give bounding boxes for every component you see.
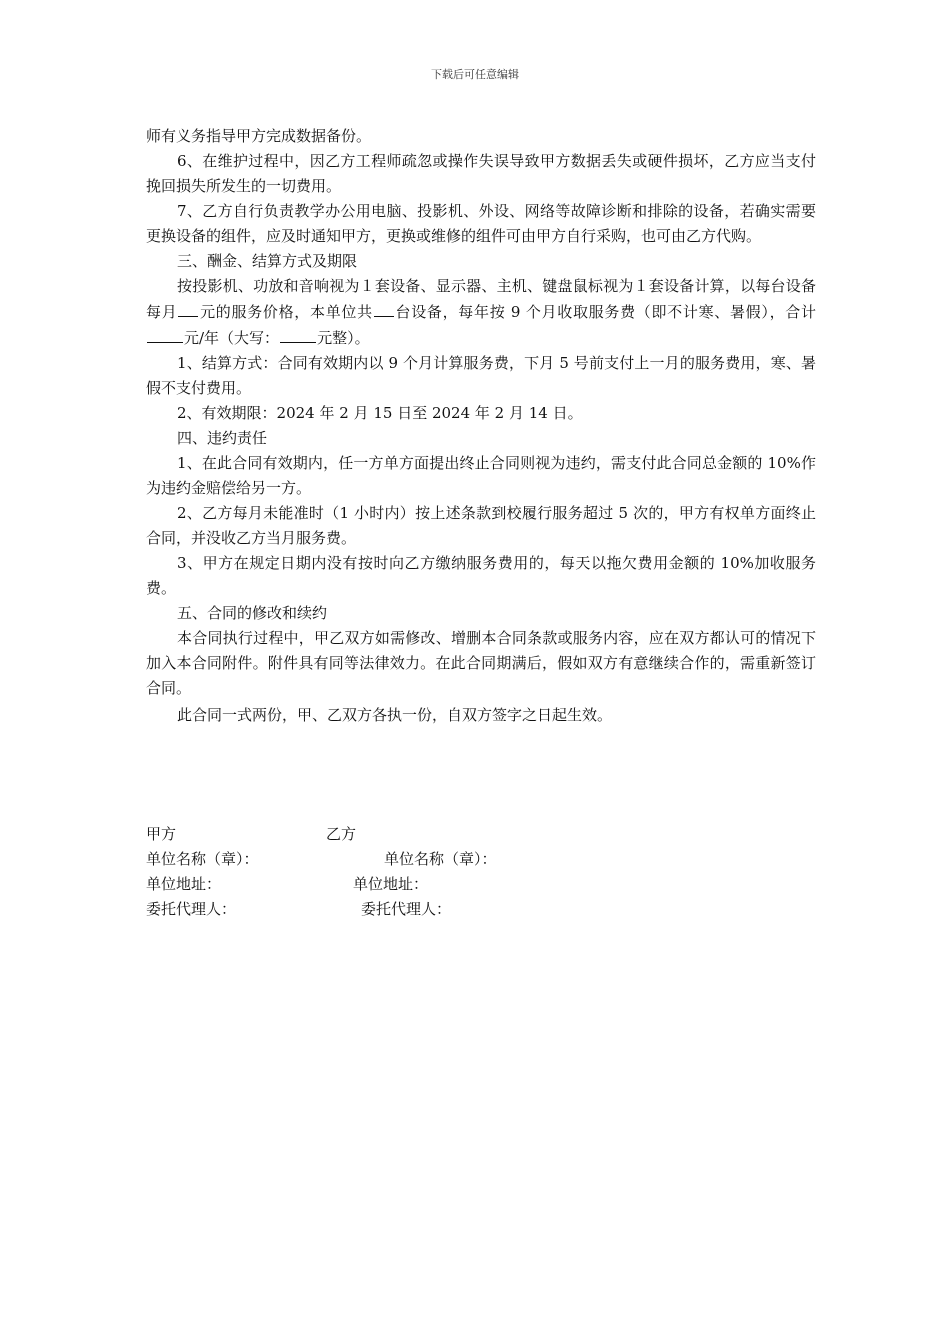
section-heading: 五、合同的修改和续约 <box>177 604 328 622</box>
fee-text-3: 台设备，每年按 9 个月收取服务费（即不计寒、暑假），合计 <box>394 303 816 321</box>
paragraph: 此合同一式两份，甲、乙双方各执一份，自双方签字之日起生效。 <box>177 706 613 724</box>
fee-text-1: 按投影机、功放和音响视为１套设备、显示器、主机、键盘鼠标视为１套设备计算，以每台设备每月 <box>146 277 816 321</box>
fee-text-4: 元/年（大写： <box>184 329 280 347</box>
blank-device-count[interactable] <box>374 299 394 317</box>
paragraph: 师有义务指导甲方完成数据备份。 <box>146 127 372 145</box>
paragraph: 1、在此合同有效期内，任一方单方面提出终止合同则视为违约，需支付此合同总金额的 10%作为违约金赔偿给另一方。 <box>146 454 816 497</box>
section-heading: 三、酬金、结算方式及期限 <box>177 252 358 270</box>
fee-text-2: 元的服务价格，本单位共 <box>199 303 373 321</box>
paragraph: 2、乙方每月未能准时（1 小时内）按上述条款到校履行服务超过 5 次的，甲方有权单方面终止合同，并没收乙方当月服务费。 <box>146 504 816 547</box>
agent-b: 委托代理人： <box>361 900 452 918</box>
address-a: 单位地址： <box>146 875 222 893</box>
blank-monthly-price[interactable] <box>178 299 198 317</box>
paragraph: 7、乙方自行负责教学办公用电脑、投影机、外设、网络等故障诊断和排除的设备，若确实需要更换设备的组件，应及时通知甲方，更换或维修的组件可由甲方自行采购，也可由乙方代购。 <box>146 202 816 245</box>
paragraph: 1、结算方式：合同有效期内以 9 个月计算服务费，下月 5 号前支付上一月的服务费用，寒、暑假不支付费用。 <box>146 354 816 397</box>
page-header: 下载后可任意编辑 <box>431 68 519 81</box>
paragraph: 3、甲方在规定日期内没有按时向乙方缴纳服务费用的，每天以拖欠费用金额的 10%加收服务费。 <box>146 554 816 597</box>
party-b-label: 乙方 <box>326 825 357 843</box>
contract-body <box>146 124 816 728</box>
paragraph-fee <box>146 274 816 351</box>
unit-name-b: 单位名称（章）： <box>384 850 497 868</box>
unit-name-a: 单位名称（章）： <box>146 850 259 868</box>
paragraph: 2、有效期限：2024 年 2 月 15 日至 2024 年 2 月 14 日。 <box>177 404 583 422</box>
paragraph: 本合同执行过程中，甲乙双方如需修改、增删本合同条款或服务内容，应在双方都认可的情况下加入本合同附件。附件具有同等法律效力。在此合同期满后，假如双方有意继续合作的，需重新签订合同。 <box>146 629 816 697</box>
address-b: 单位地址： <box>353 875 429 893</box>
paragraph: 6、在维护过程中，因乙方工程师疏忽或操作失误导致甲方数据丢失或硬件损坏，乙方应当支付挽回损失所发生的一切费用。 <box>146 152 816 195</box>
section-heading: 四、违约责任 <box>177 429 268 447</box>
fee-text-5: 元整）。 <box>317 329 370 347</box>
blank-total-capital[interactable] <box>280 325 316 343</box>
agent-a: 委托代理人： <box>146 900 237 918</box>
party-a-label: 甲方 <box>146 825 177 843</box>
blank-total[interactable] <box>147 325 183 343</box>
